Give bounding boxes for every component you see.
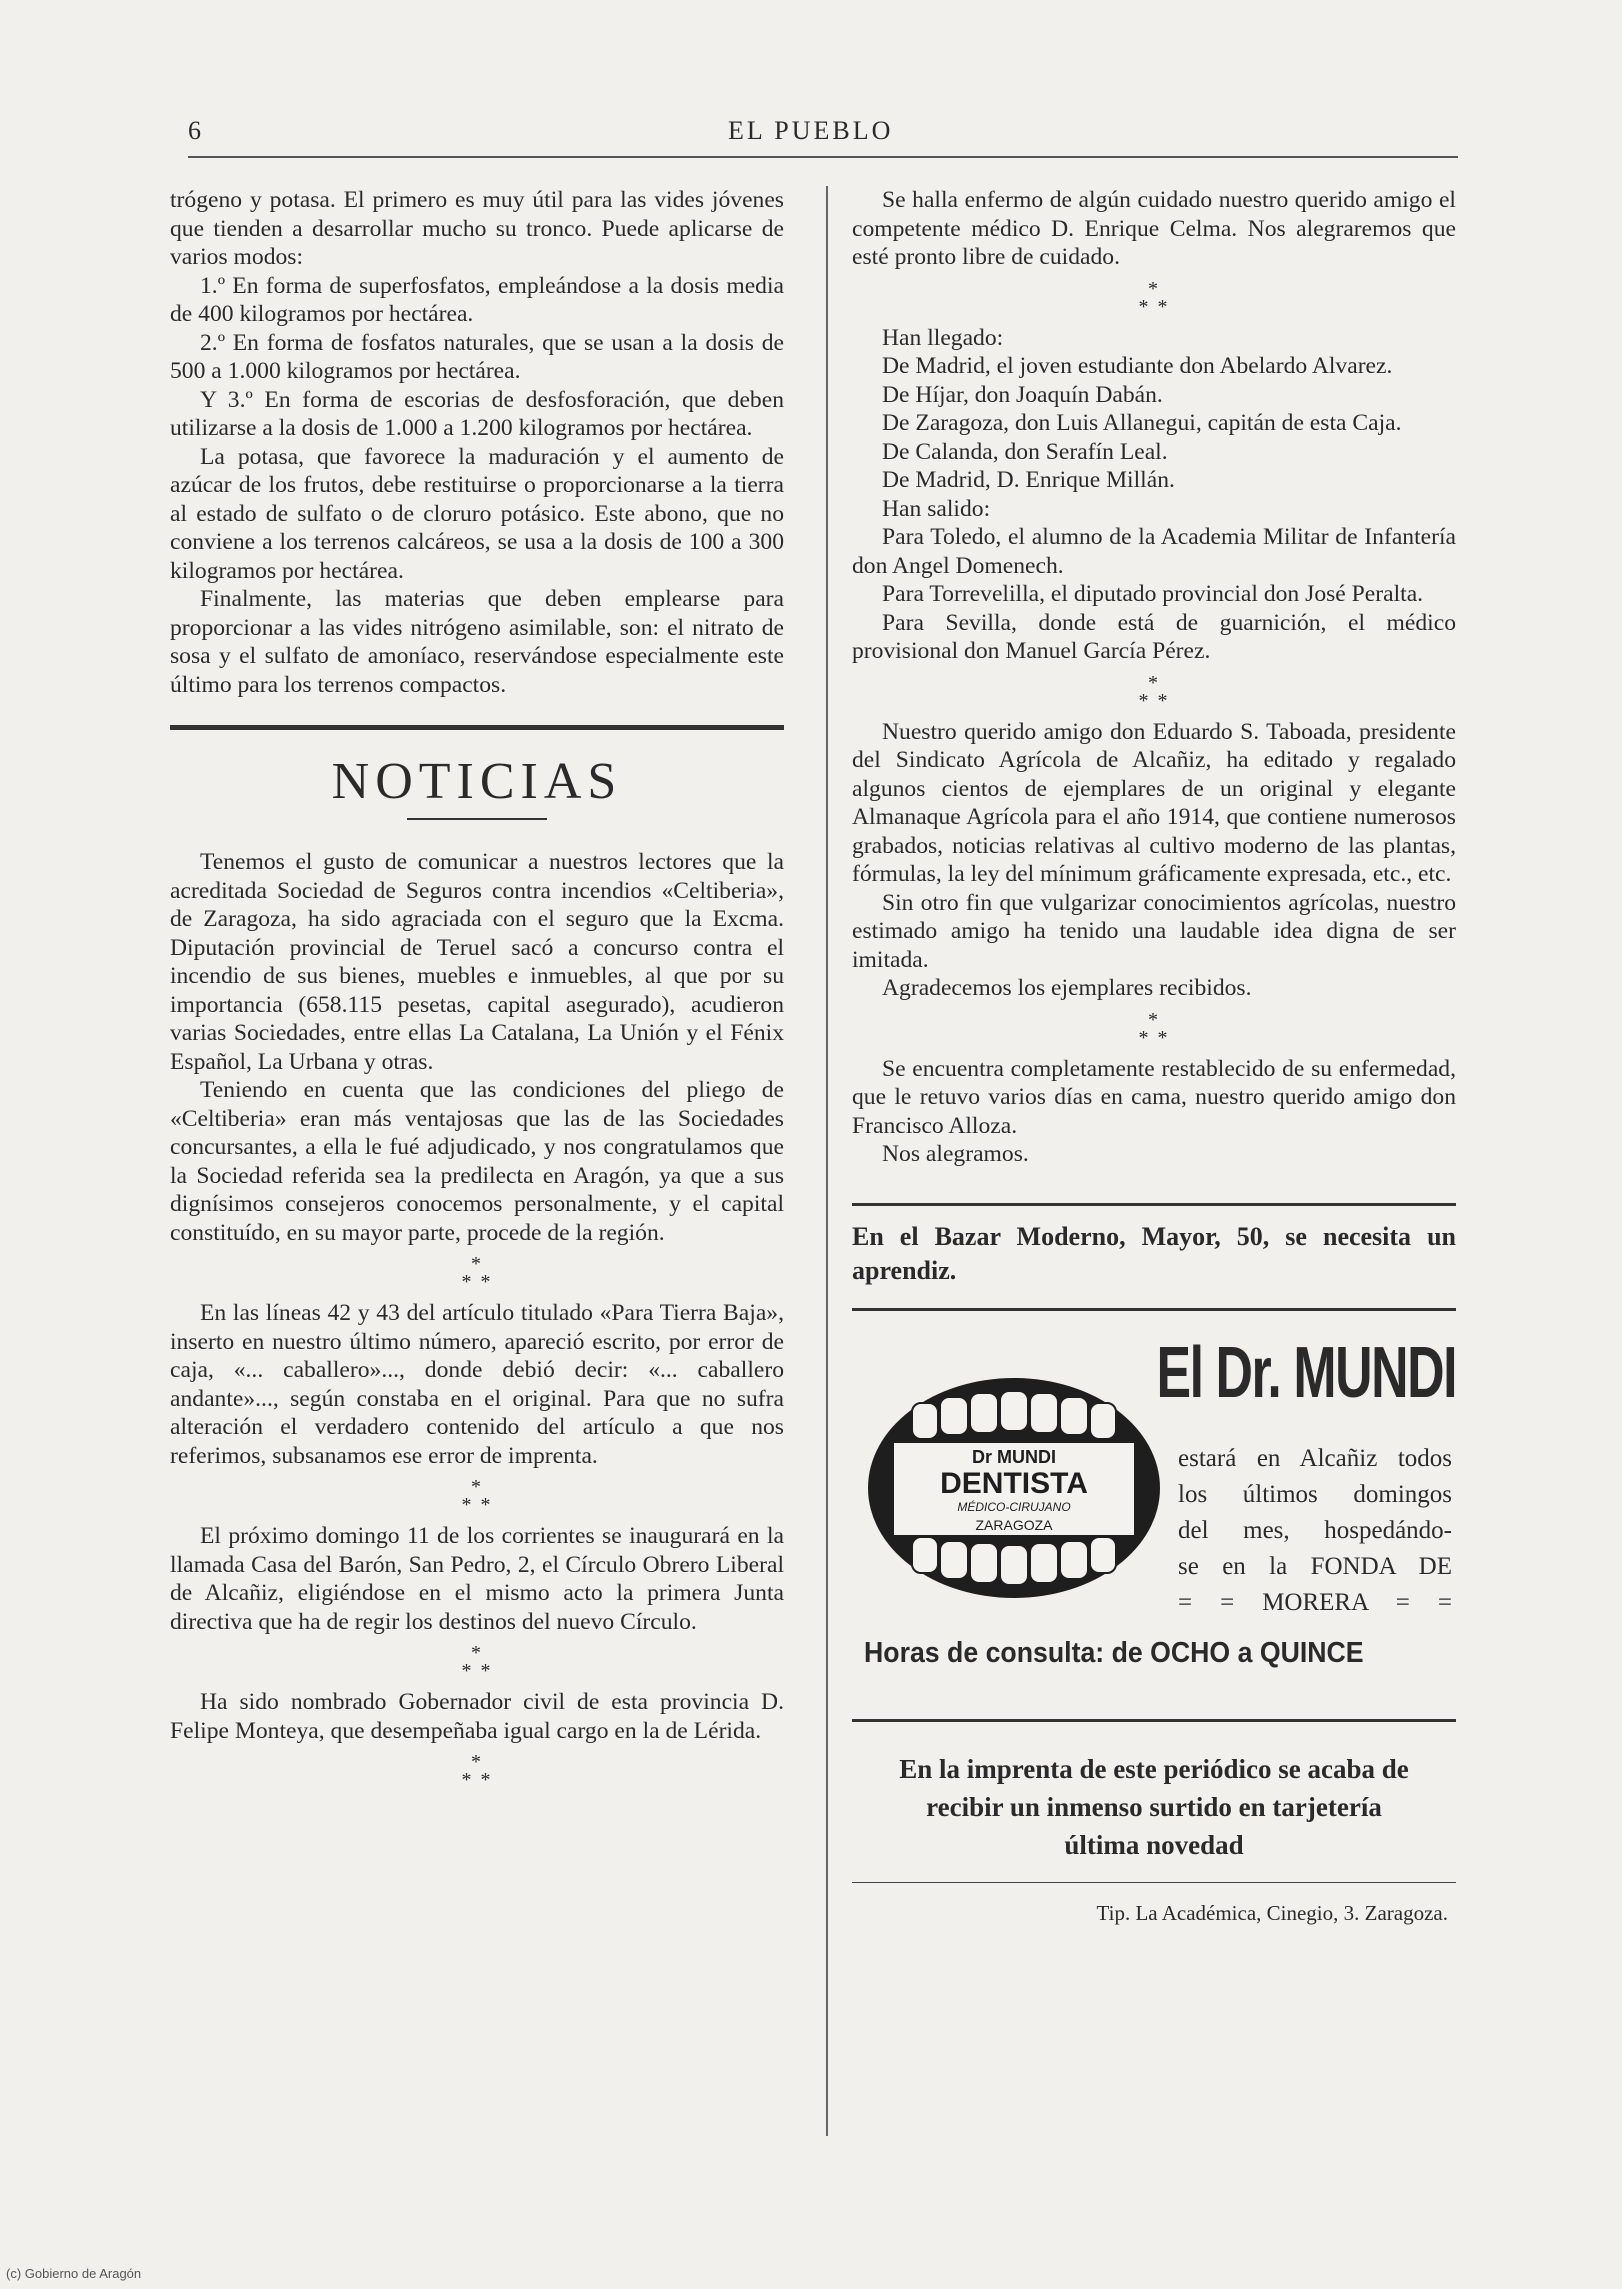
dentist-line: = = MORERA = = [1178, 1588, 1452, 1616]
news-line: De Madrid, el joven estudiante don Abelardo Alvarez. [882, 353, 1393, 379]
left-column [170, 186, 784, 1797]
dentist-text [1178, 1441, 1452, 1621]
news-line: De Híjar, don Joaquín Dabán. [882, 381, 1163, 408]
news-paragraph: Nos alegramos. [882, 1141, 1029, 1167]
badge-role: DENTISTA [940, 1466, 1088, 1500]
badge-city: ZARAGOZA [975, 1516, 1053, 1533]
separator-stars: * * * [461, 1642, 493, 1682]
page-header [188, 116, 1458, 164]
news-paragraph: Se encuentra completamente restablecido de su enfermedad, que le retuvo varios días en cama, nuestro querido amigo don Francisco Alloza. [852, 1055, 1456, 1139]
badge-sub: MÉDICO-CIRUJANO [957, 1499, 1071, 1514]
column-divider [826, 186, 828, 2136]
dentist-line: los últimos domingos [1178, 1480, 1452, 1508]
news-paragraph: Nuestro querido amigo don Eduardo S. Taboada, presidente del Sindicato Agrícola de Alcañiz, ha editado y regalado algunos cientos de ejemplares de un original y elegante Almanaque Agrícola para el año 1914, que contiene numerosos grabados, noticias relativas al cultivo moderno de las plantas, fórmulas, la ley del mínimum gráficamente expresada, etc., etc. [852, 718, 1456, 887]
news-line: Para Torrevelilla, el diputado provincial don José Peralta. [882, 581, 1424, 607]
dentist-line: del mes, hospedándo- [1178, 1516, 1452, 1544]
section-title: NOTICIAS [331, 753, 623, 810]
title-underline [407, 818, 547, 820]
masthead: EL PUEBLO [728, 116, 894, 145]
right-column [852, 186, 1456, 1927]
separator-stars: * * * [1138, 671, 1170, 712]
news-paragraph: En las líneas 42 y 43 del artículo titulado «Para Tierra Baja», inserto en nuestro último número, apareció escrito, por error de caja, «... caballero»..., donde debió decir: «... caballero andante»..., según constaba en el original. Para que no sufra alteración el verdadero contenido del artículo a que nos referimos, subsanamos ese error de imprenta. [170, 1300, 784, 1469]
news-paragraph: Tenemos el gusto de comunicar a nuestros lectores que la acreditada Sociedad de Seguros contra incendios «Celtiberia», de Zaragoza, ha sido agraciada con el seguro que la Excma. Diputación provincial de Teruel sacó a concurso contra el incendio de sus bienes, muebles e inmuebles, al que por su importancia (658.115 pesetas, capital asegurado), acudieron varias Sociedades, entre ellas La Catalana, La Unión y el Fénix Español, La Urbana y otras. [170, 849, 784, 1075]
news-paragraph: Agradecemos los ejemplares recibidos. [882, 975, 1252, 1001]
copyright-note: (c) Gobierno de Aragón [6, 2266, 142, 2281]
bazar-ad: En el Bazar Moderno, Mayor, 50, se necesita un aprendiz. [852, 1221, 1456, 1285]
news-paragraph: Se halla enfermo de algún cuidado nuestro querido amigo el competente médico D. Enrique Celma. Nos alegraremos que esté pronto libre de cuidado. [852, 187, 1456, 270]
dentist-ad [852, 1333, 1456, 1695]
news-paragraph: El próximo domingo 11 de los corrientes se inaugurará en la llamada Casa del Barón, San Pedro, 2, el Círculo Obrero Liberal de Alcañiz, eligiéndose en el mismo acto la primera Junta directiva que ha de regir los destinos del nuevo Círculo. [170, 1523, 784, 1635]
dentist-line: se en la FONDA DE [1178, 1552, 1452, 1580]
article-paragraph: trógeno y potasa. El primero es muy útil para las vides jóvenes que tienden a desarrollar mucho su tronco. Puede aplicarse de varios modos: [170, 187, 784, 270]
teeth-logo [864, 1373, 1164, 1603]
printer-credit: Tip. La Académica, Cinegio, 3. Zaragoza. [1096, 1900, 1448, 1925]
news-paragraph: Sin otro fin que vulgarizar conocimientos agrícolas, nuestro estimado amigo ha tenido una laudable idea digna de ser imitada. [852, 889, 1456, 973]
news-line: De Madrid, D. Enrique Millán. [882, 467, 1175, 493]
separator-stars: * * * [1138, 277, 1170, 318]
dentist-hours: Horas de consulta: de OCHO a QUINCE [864, 1636, 1364, 1669]
news-line: Han llegado: [882, 324, 1004, 351]
page-number: 6 [188, 116, 201, 145]
article-paragraph: 2.º En forma de fosfatos naturales, que se usan a la dosis de 500 a 1.000 kilogramos por hectárea. [170, 329, 784, 384]
ad-rule [852, 1203, 1456, 1206]
separator-stars: * * * [461, 1253, 493, 1293]
article-paragraph: Y 3.º En forma de escorias de desfosforación, que deben utilizarse a la dosis de 1.000 a 1.200 kilogramos por hectárea. [170, 386, 784, 441]
article-paragraph: Finalmente, las materias que deben emplearse para proporcionar a las vides nitrógeno asimilable, son: el nitrato de sosa y el sulfato de amoníaco, reservándose especialmente este último para los terrenos compactos. [170, 586, 784, 698]
header-rule [188, 156, 1458, 158]
separator-stars: * * * [461, 1751, 493, 1791]
footer-rule [852, 1882, 1456, 1883]
news-line: Han salido: [882, 495, 991, 522]
news-paragraph: Teniendo en cuenta que las condiciones del pliego de «Celtiberia» eran más ventajosas que las de las Sociedades concursantes, a ella le fué adjudicado, y nos congratulamos que la Sociedad referida sea la predilecta en Aragón, ya que a sus dignísimos consejeros conocemos personalmente, y el capital constituído, en su mayor parte, procede de la región. [170, 1077, 784, 1246]
separator-stars: * * * [461, 1476, 493, 1516]
news-line: De Calanda, don Serafín Leal. [882, 438, 1168, 465]
section-rule [170, 725, 784, 730]
article-paragraph: 1.º En forma de superfosfatos, empleándose a la dosis media de 400 kilogramos por hectárea. [170, 272, 784, 327]
dentist-line: estará en Alcañiz todos [1178, 1444, 1452, 1472]
news-line: Para Sevilla, donde está de guarnición, el médico provisional don Manuel García Pérez. [852, 609, 1456, 664]
ad-rule [852, 1308, 1456, 1311]
news-paragraph: Ha sido nombrado Gobernador civil de esta provincia D. Felipe Monteya, que desempeñaba igual cargo en la de Lérida. [170, 1689, 784, 1744]
badge-name: Dr MUNDI [972, 1446, 1056, 1467]
news-line: Para Toledo, el alumno de la Academia Militar de Infantería don Angel Domenech. [852, 524, 1456, 579]
ad-rule [852, 1719, 1456, 1722]
separator-stars: * * * [1138, 1008, 1170, 1049]
dentist-title: El Dr. MUNDI [1156, 1332, 1456, 1413]
article-paragraph: La potasa, que favorece la maduración y el aumento de azúcar de los frutos, debe restituirse o proporcionarse a la tierra al estado de sulfato o de cloruro potásico. Este abono, que no conviene a los terrenos calcáreos, se usa a la dosis de 100 a 300 kilogramos por hectárea. [170, 443, 784, 584]
imprenta-ad: En la imprenta de este periódico se acaba de recibir un inmenso surtido en tarjetería última novedad [899, 1753, 1409, 1860]
news-line: De Zaragoza, don Luis Allanegui, capitán de esta Caja. [882, 410, 1402, 436]
